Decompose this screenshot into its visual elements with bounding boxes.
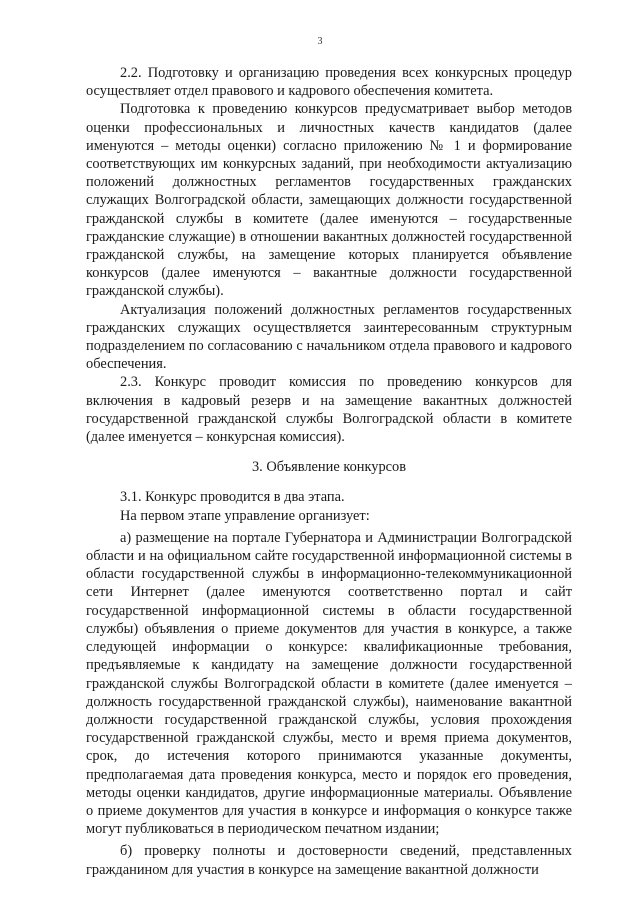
page-number: 3 [317, 36, 323, 47]
paragraph-2-2: 2.2. Подготовку и организацию проведения всех конкурсных процедур осуществляет отдел правового и кадрового обеспечения комитета. [86, 65, 572, 100]
paragraph-item-b: б) проверку полноты и достоверности сведений, представленных гражданином для участия в конкурсе на замещение вакантной должности [86, 843, 572, 878]
paragraph-actualization: Актуализация положений должностных регламентов государственных гражданских служащих осуществляется заинтересованным структурным подразделением по согласованию с начальником отдела правового и кадрового обеспечения. [86, 301, 572, 373]
paragraph-2-3: 2.3. Конкурс проводит комиссия по проведению конкурсов для включения в кадровый резерв и на замещение вакантных должностей государственной гражданской службы Волгоградской области в комитете (далее именуется – конкурсная комиссия). [86, 374, 572, 446]
paragraph-preparation: Подготовка к проведению конкурсов предусматривает выбор методов оценки профессиональных и личностных качеств кандидатов (далее именуются – методы оценки) согласно приложению № 1 и формирование соответствующих им конкурсных заданий, при необходимости актуализацию положений должностных регламентов государственных гражданских служащих Волгоградской области, замещающих должности государственной гражданской службы в комитете (далее именуются – государственные гражданские служащие) в отношении вакантных должностей государственной гражданской службы, на замещение которых планируется объявление конкурсов (далее именуются – вакантные должности государственной гражданской службы). [86, 101, 572, 300]
paragraph-3-1: 3.1. Конкурс проводится в два этапа. [120, 489, 345, 506]
section-heading: 3. Объявление конкурсов [251, 459, 407, 476]
document-body [86, 64, 572, 879]
paragraph-first-stage: На первом этапе управление организует: [120, 507, 370, 524]
paragraph-item-a: а) размещение на портале Губернатора и Администрации Волгоградской области и на официальном сайте государственной информационной системы в области государственной службы в информационно-телекоммуникационной сети Интернет (далее именуются соответственно портал и сайт государственной информационной системы в области государственной службы) объявления о приеме документов для участия в конкурсе, а также следующей информации о конкурсе: квалификационные требования, предъявляемые к кандидату на замещение должности государственной гражданской службы Волгоградской области в комитете (далее именуется – должность государственной гражданской службы), наименование вакантной должности государственной гражданской службы, условия прохождения государственной гражданской службы, место и время приема документов, срок, до истечения которого принимаются указанные документы, предполагаемая дата проведения конкурса, место и порядок его проведения, методы оценки кандидатов, другие информационные материалы. Объявление о приеме документов для участия в конкурсе и информация о конкурсе также могут публиковаться в периодическом печатном издании; [86, 529, 572, 838]
